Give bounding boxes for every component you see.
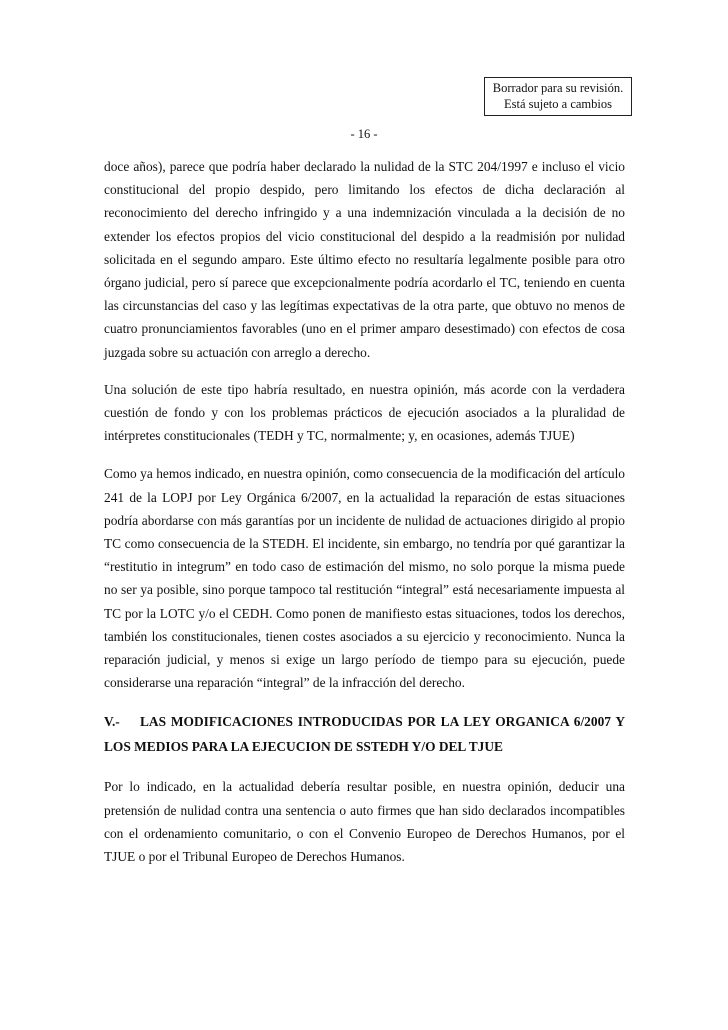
paragraph-2: Una solución de este tipo habría resultado, en nuestra opinión, más acorde con la verdadera cuestión de fondo y con los problemas prácticos de ejecución asociados a la pluralidad de intérpretes constitucionales (TEDH y TC, normalmente; y, en ocasiones, además TJUE) <box>104 381 625 444</box>
page-number: - 16 - <box>350 127 378 141</box>
paragraph-3: Como ya hemos indicado, en nuestra opinión, como consecuencia de la modificación del artículo 241 de la LOPJ por Ley Orgánica 6/2007, en la actualidad la reparación de estas situaciones podría abordarse con más garantías por un incidente de nulidad de actuaciones dirigido al propio TC como consecuencia de la STEDH. El incidente, sin embargo, no tendría por qué garantizar la “restitutio in integrum” en todo caso de estimación del mismo, no solo porque la misma puede no ser ya posible, sino porque tampoco tal restitución “integral” está necesariamente impuesta al TC por la LOTC y/o el CEDH. Como ponen de manifiesto estas situaciones, todos los derechos, también los constitucionales, tienen costes asociados a su ejercicio y reconocimiento. Nunca la reparación judicial, y menos si exige un largo período de tiempo para su ejecución, puede considerarse una reparación “integral” de la infracción del derecho. <box>104 466 625 691</box>
paragraph-1: doce años), parece que podría haber declarado la nulidad de la STC 204/1997 e incluso el vicio constitucional del propio despido, pero limitando los efectos de dicha declaración al reconocimiento del derecho infringido y a una indemnización vinculada a la decisión de no extender los efectos propios del vicio constitucional del despido a la readmisión por nulidad solicitada en el segundo amparo. Este último efecto no resultaría legalmente posible para otro órgano judicial, pero sí parece que excepcionalmente podría acordarlo el TC, teniendo en cuenta las circunstancias del caso y las legítimas expectativas de la otra parte, que obtuvo no menos de cuatro pronunciamientos favorables (uno en el primer amparo desestimado) con efectos de cosa juzgada sobre su actuación con arreglo a derecho. <box>104 159 625 360</box>
paragraph-4: Por lo indicado, en la actualidad debería resultar posible, en nuestra opinión, deducir una pretensión de nulidad contra una sentencia o auto firmes que han sido declarados incompatibles con el ordenamiento comunitario, o con el Convenio Europeo de Derechos Humanos, por el TJUE o por el Tribunal Europeo de Derechos Humanos. <box>104 779 625 865</box>
draft-notice-line-1: Borrador para su revisión. <box>492 81 624 95</box>
draft-notice-box <box>484 77 632 116</box>
section-heading-text: LAS MODIFICACIONES INTRODUCIDAS POR LA LEY ORGANICA 6/2007 Y LOS MEDIOS PARA LA EJECUCION DE SSTEDH Y/O DEL TJUE <box>104 714 625 754</box>
section-heading-number: V.- <box>104 714 120 730</box>
draft-notice-line-2: Está sujeto a cambios <box>504 97 612 111</box>
document-body <box>104 155 625 868</box>
section-heading <box>104 710 625 759</box>
